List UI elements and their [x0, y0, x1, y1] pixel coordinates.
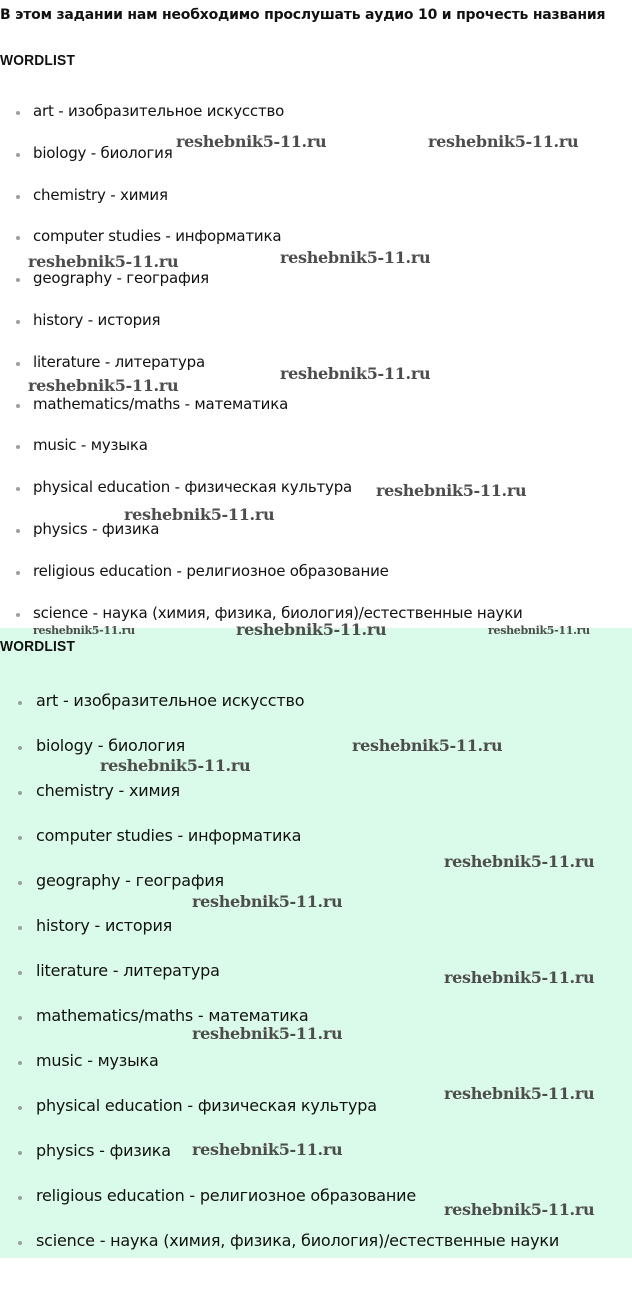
- list-item-text: science - наука (химия, физика, биология)/естественные науки: [36, 1231, 560, 1250]
- bullet-icon: [18, 701, 22, 705]
- bullet-icon: [16, 195, 20, 199]
- watermark: reshebnik5-11.ru: [352, 736, 503, 755]
- watermark: reshebnik5-11.ru: [444, 852, 595, 871]
- wordlist-heading-2: WORDLIST: [0, 638, 76, 655]
- list-item-text: mathematics/maths - математика: [36, 1006, 309, 1025]
- list-item-text: physical education - физическая культура: [36, 1096, 377, 1115]
- watermark: reshebnik5-11.ru: [444, 968, 595, 987]
- bullet-icon: [16, 320, 20, 324]
- list-item-text: science - наука (химия, физика, биология)/естественные науки: [33, 603, 523, 622]
- watermark: reshebnik5-11.ru: [192, 1024, 343, 1043]
- list-item-text: music - музыка: [36, 1051, 159, 1070]
- bullet-icon: [16, 445, 20, 449]
- list-item-text: chemistry - химия: [36, 781, 180, 800]
- watermark: reshebnik5-11.ru: [236, 620, 387, 639]
- list-item-text: music - музыка: [33, 436, 148, 455]
- bullet-icon: [18, 1106, 22, 1110]
- watermark: reshebnik5-11.ru: [124, 505, 275, 524]
- list-item-text: art - изобразительное искусство: [33, 102, 285, 120]
- list-item-text: chemistry - химия: [33, 185, 168, 204]
- bullet-icon: [16, 404, 20, 408]
- watermark: reshebnik5-11.ru: [280, 364, 431, 383]
- list-item-text: religious education - религиозное образование: [33, 561, 389, 580]
- bullet-icon: [16, 111, 20, 115]
- watermark: reshebnik5-11.ru: [192, 1140, 343, 1159]
- list-item-text: history - история: [33, 311, 161, 329]
- bullet-icon: [16, 362, 20, 366]
- bullet-icon: [16, 236, 20, 240]
- list-item-text: literature - литература: [33, 352, 205, 371]
- bullet-icon: [18, 1196, 22, 1200]
- bullet-icon: [16, 487, 20, 491]
- watermark: reshebnik5-11.ru: [444, 1200, 595, 1219]
- watermark: reshebnik5-11.ru: [28, 376, 179, 395]
- watermark: reshebnik5-11.ru: [428, 132, 579, 151]
- list-item-text: mathematics/maths - математика: [33, 394, 289, 413]
- list-item-text: biology - биология: [33, 143, 173, 162]
- green-panel: [0, 628, 632, 1258]
- bullet-icon: [18, 926, 22, 930]
- list-item-text: biology - биология: [36, 736, 186, 755]
- bullet-icon: [16, 613, 20, 617]
- bullet-icon: [16, 529, 20, 533]
- list-item-text: history - история: [36, 916, 173, 935]
- list-item-text: geography - география: [36, 871, 224, 890]
- wordlist-heading-1: WORDLIST: [0, 52, 76, 69]
- bullet-icon: [16, 571, 20, 575]
- list-item-text: physical education - физическая культура: [33, 478, 353, 497]
- bullet-icon: [18, 746, 22, 750]
- watermark: reshebnik5-11.ru: [28, 252, 179, 271]
- watermark: reshebnik5-11.ru: [444, 1084, 595, 1103]
- watermark: reshebnik5-11.ru: [100, 756, 251, 775]
- watermark: reshebnik5-11.ru: [376, 481, 527, 500]
- watermark: reshebnik5-11.ru: [488, 624, 590, 637]
- watermark: reshebnik5-11.ru: [33, 624, 135, 637]
- bullet-icon: [16, 278, 20, 282]
- list-item-text: computer studies - информатика: [33, 227, 282, 246]
- list-item-text: art - изобразительное искусство: [36, 691, 305, 710]
- bullet-icon: [16, 153, 20, 157]
- watermark: reshebnik5-11.ru: [280, 248, 431, 267]
- watermark: reshebnik5-11.ru: [192, 892, 343, 911]
- bullet-icon: [18, 1061, 22, 1065]
- list-item-text: physics - физика: [36, 1141, 171, 1160]
- bullet-icon: [18, 1151, 22, 1155]
- bullet-icon: [18, 971, 22, 975]
- list-item-text: religious education - религиозное образование: [36, 1186, 417, 1205]
- list-item-text: literature - литература: [36, 961, 220, 980]
- bullet-icon: [18, 1016, 22, 1020]
- list-item-text: physics - физика: [33, 520, 160, 538]
- list-item-text: computer studies - информатика: [36, 826, 302, 845]
- watermark: reshebnik5-11.ru: [176, 132, 327, 151]
- list-item-text: geography - география: [33, 269, 209, 288]
- bullet-icon: [18, 791, 22, 795]
- bullet-icon: [18, 881, 22, 885]
- bullet-icon: [18, 1241, 22, 1245]
- intro-text: В этом задании нам необходимо прослушать аудио 10 и прочесть названия: [0, 7, 606, 23]
- bullet-icon: [18, 836, 22, 840]
